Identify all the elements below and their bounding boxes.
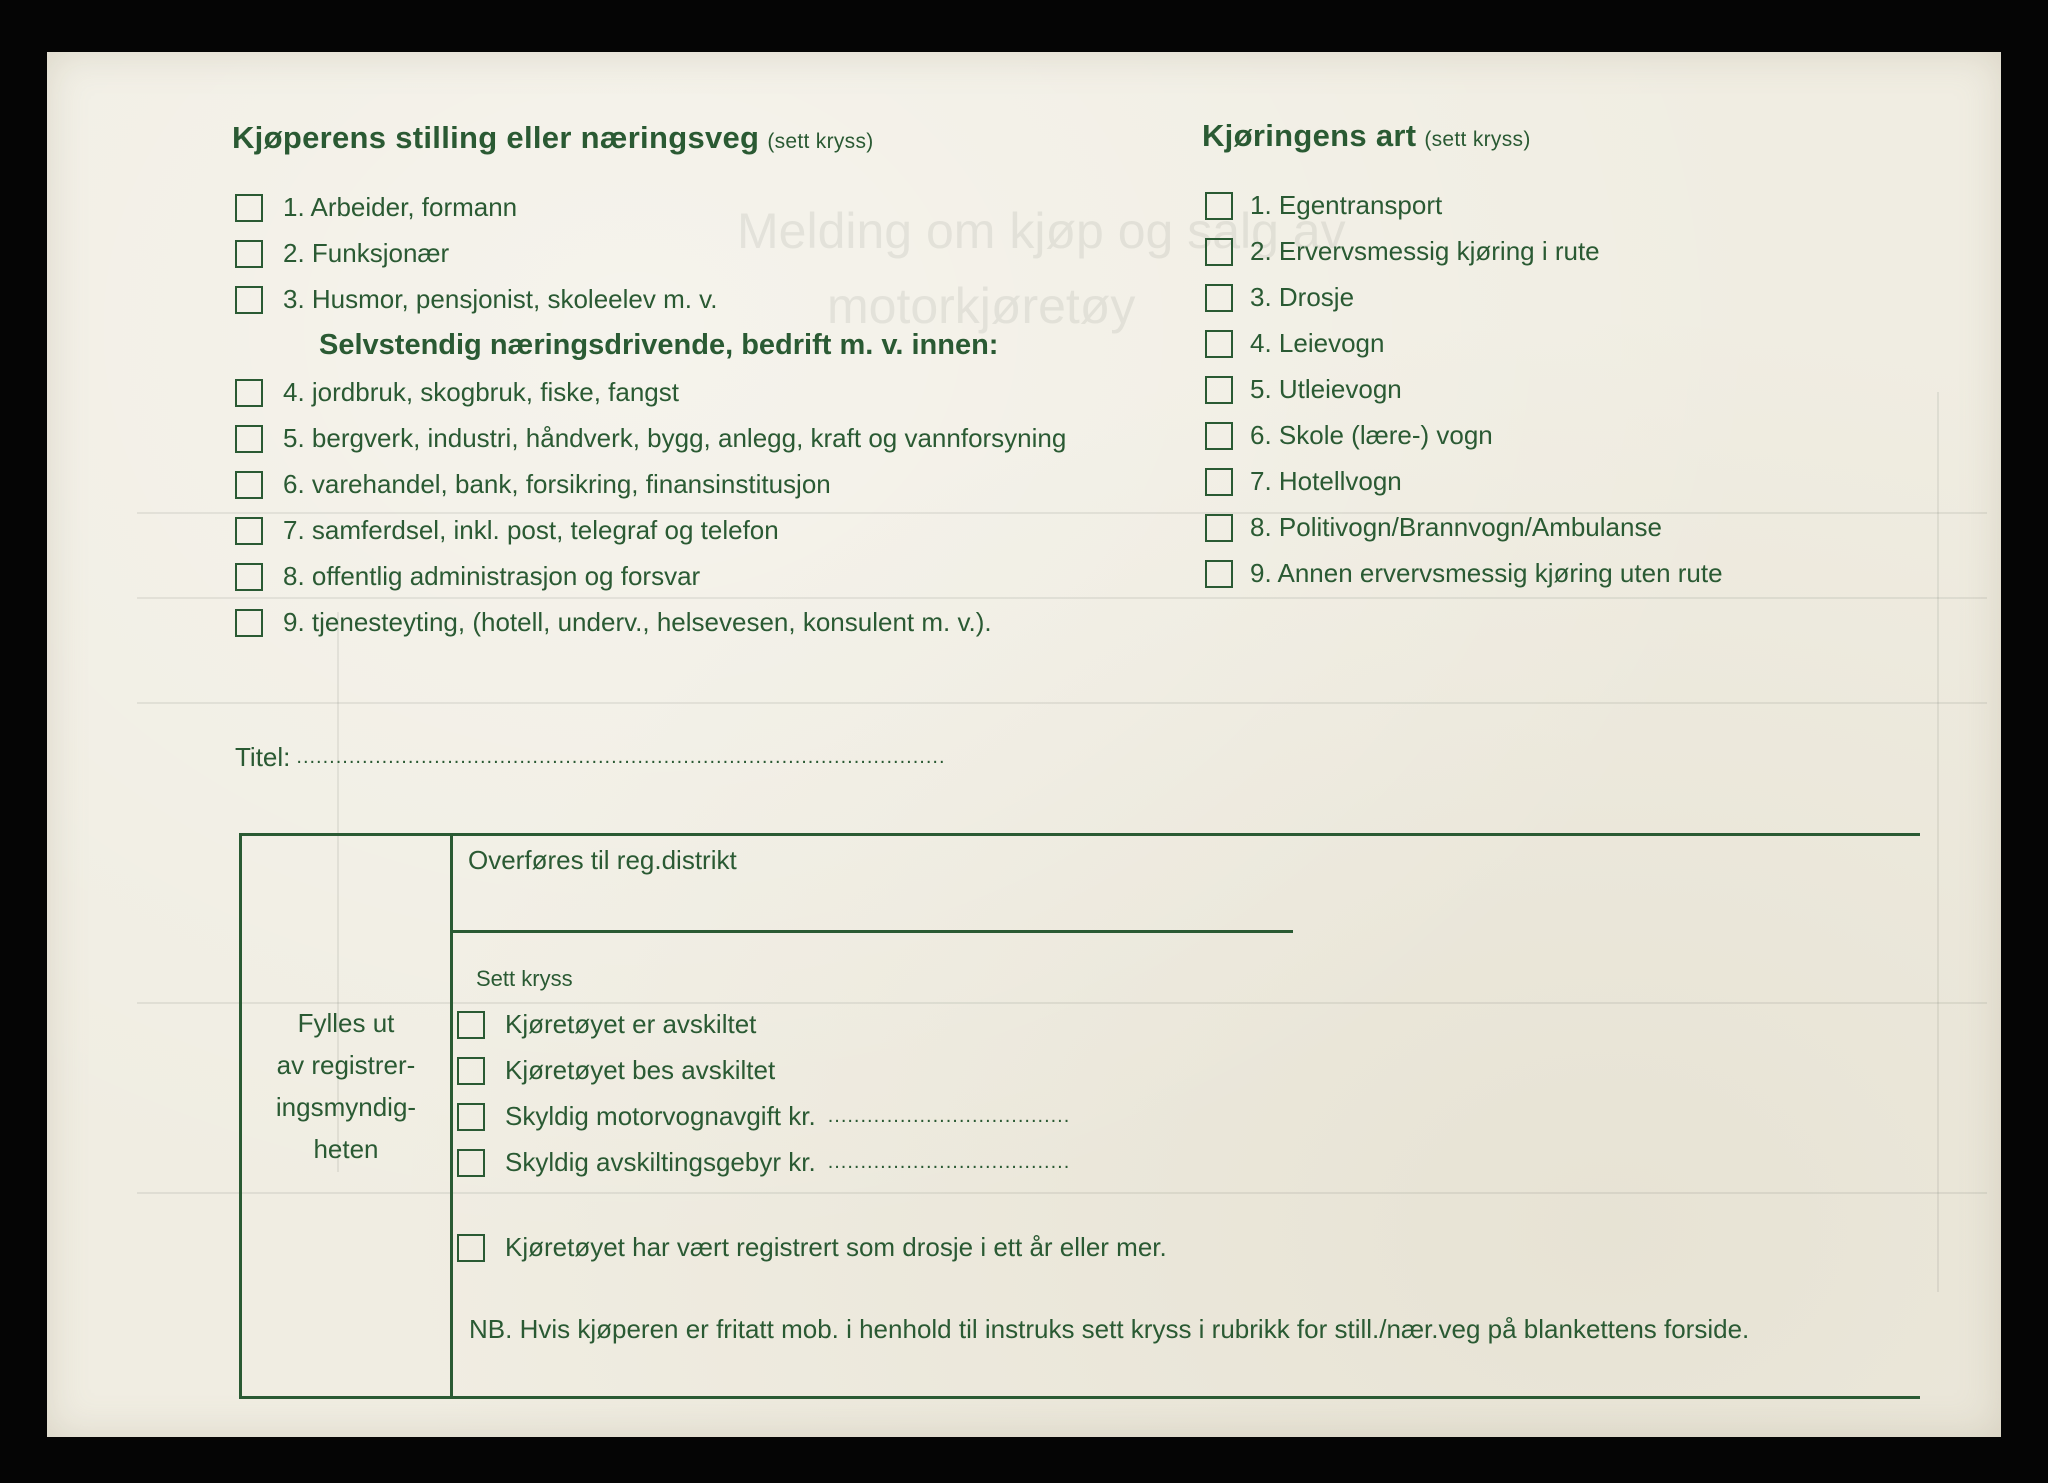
amount-dotted-line: ..................................... [827, 1105, 1071, 1127]
checkbox[interactable] [235, 517, 263, 545]
option-label: 6. Skole (lære-) vogn [1250, 420, 1493, 450]
checkbox[interactable] [457, 1149, 485, 1177]
checkbox[interactable] [235, 194, 263, 222]
request-deregister-check[interactable] [457, 1055, 775, 1086]
driving-option-9[interactable] [1205, 558, 1723, 589]
checkbox[interactable] [235, 286, 263, 314]
self-employed-subheading: Selvstendig næringsdrivende, bedrift m. v. innen: [319, 329, 999, 361]
check-label: Kjøretøyet bes avskiltet [505, 1055, 776, 1085]
checkbox[interactable] [1205, 284, 1233, 312]
occupation-option-9[interactable] [235, 607, 992, 638]
driving-type-heading [1202, 118, 1531, 154]
option-label: 5. Utleievogn [1250, 374, 1402, 404]
driving-type-hint: (sett kryss) [1424, 128, 1531, 151]
option-label: 5. bergverk, industri, håndverk, bygg, anlegg, kraft og vannforsyning [283, 423, 1067, 453]
box-bottom-border [239, 1396, 1920, 1399]
option-label: 7. samferdsel, inkl. post, telegraf og telefon [283, 515, 779, 545]
authority-label [242, 1002, 450, 1170]
option-label: 1. Egentransport [1250, 190, 1443, 220]
option-label: 4. Leievogn [1250, 328, 1385, 358]
checkbox[interactable] [457, 1234, 485, 1262]
form-sheet [47, 52, 2001, 1437]
deregistered-check[interactable] [457, 1009, 756, 1040]
occupation-option-7[interactable] [235, 515, 779, 546]
deregistration-fee-owed-check[interactable] [457, 1147, 1070, 1178]
checkbox[interactable] [1205, 560, 1233, 588]
driving-option-6[interactable] [1205, 420, 1493, 451]
checkbox[interactable] [1205, 376, 1233, 404]
title-field[interactable] [235, 742, 946, 773]
occupation-option-6[interactable] [235, 469, 831, 500]
occupation-option-5[interactable] [235, 423, 1066, 454]
buyer-occupation-heading [232, 120, 874, 156]
transfer-district-label: Overføres til reg.distrikt [468, 845, 737, 875]
option-label: 7. Hotellvogn [1250, 466, 1402, 496]
vehicle-tax-owed-check[interactable] [457, 1101, 1070, 1132]
option-label: 8. Politivogn/Brannvogn/Ambulanse [1250, 512, 1662, 542]
authority-label-line: av registrer- [276, 1050, 416, 1080]
ghost-rule [1937, 392, 1939, 1292]
authority-label-line: ingsmyndig- [275, 1092, 417, 1122]
check-label: Kjøretøyet er avskiltet [505, 1009, 757, 1039]
authority-label-line: Fylles ut [297, 1008, 395, 1038]
driving-option-8[interactable] [1205, 512, 1662, 543]
option-label: 3. Husmor, pensjonist, skoleelev m. v. [283, 284, 718, 314]
driving-option-2[interactable] [1205, 236, 1600, 267]
option-label: 4. jordbruk, skogbruk, fiske, fangst [283, 377, 679, 407]
occupation-option-2[interactable] [235, 238, 449, 269]
driving-type-title: Kjøringens art [1202, 118, 1417, 153]
option-label: 8. offentlig administrasjon og forsvar [283, 561, 701, 591]
buyer-occupation-title: Kjøperens stilling eller næringsveg [232, 120, 760, 155]
checkbox[interactable] [1205, 238, 1233, 266]
title-label: Titel: [235, 742, 291, 772]
sett-kryss-label: Sett kryss [476, 966, 573, 991]
checkbox[interactable] [457, 1103, 485, 1131]
option-label: 9. Annen ervervsmessig kjøring uten rute [1250, 558, 1723, 588]
driving-option-4[interactable] [1205, 328, 1384, 359]
nb-note: NB. Hvis kjøperen er fritatt mob. i henhold til instruks sett kryss i rubrikk for still./nær.veg på blankettens forside. [469, 1314, 1750, 1344]
check-label: Skyldig motorvognavgift kr. [505, 1101, 816, 1131]
driving-option-1[interactable] [1205, 190, 1442, 221]
option-label: 6. varehandel, bank, forsikring, finansinstitusjon [283, 469, 831, 499]
ghost-title-line1: Melding om kjøp og salg av [737, 203, 1346, 259]
ghost-rule [137, 702, 1987, 704]
ghost-rule [137, 597, 1987, 599]
driving-option-5[interactable] [1205, 374, 1402, 405]
option-label: 9. tjenesteyting, (hotell, underv., helsevesen, konsulent m. v.). [283, 607, 992, 637]
check-label: Kjøretøyet har vært registrert som drosje i ett år eller mer. [505, 1232, 1167, 1262]
ghost-rule [137, 1192, 1987, 1194]
checkbox[interactable] [1205, 468, 1233, 496]
taxi-registration-check[interactable] [457, 1232, 1167, 1263]
occupation-option-8[interactable] [235, 561, 700, 592]
buyer-occupation-hint: (sett kryss) [767, 130, 874, 153]
option-label: 1. Arbeider, formann [283, 192, 518, 222]
title-dotted-line: ................................................................................................... [296, 746, 946, 768]
occupation-option-3[interactable] [235, 284, 717, 315]
district-underline [452, 930, 1293, 933]
checkbox[interactable] [457, 1011, 485, 1039]
driving-option-7[interactable] [1205, 466, 1402, 497]
occupation-option-1[interactable] [235, 192, 517, 223]
checkbox[interactable] [1205, 514, 1233, 542]
amount-dotted-line: ..................................... [827, 1151, 1071, 1173]
checkbox[interactable] [235, 609, 263, 637]
checkbox[interactable] [1205, 192, 1233, 220]
check-label: Skyldig avskiltingsgebyr kr. [505, 1147, 816, 1177]
authority-label-line: heten [313, 1134, 379, 1164]
checkbox[interactable] [235, 471, 263, 499]
checkbox[interactable] [235, 425, 263, 453]
checkbox[interactable] [457, 1057, 485, 1085]
checkbox[interactable] [1205, 422, 1233, 450]
checkbox[interactable] [235, 240, 263, 268]
option-label: 3. Drosje [1250, 282, 1355, 312]
option-label: 2. Funksjonær [283, 238, 450, 268]
checkbox[interactable] [235, 379, 263, 407]
ghost-title-line2: motorkjøretøy [827, 278, 1136, 334]
checkbox[interactable] [1205, 330, 1233, 358]
ghost-rule [137, 512, 1987, 514]
checkbox[interactable] [235, 563, 263, 591]
driving-option-3[interactable] [1205, 282, 1354, 313]
option-label: 2. Ervervsmessig kjøring i rute [1250, 236, 1600, 266]
box-divider [450, 835, 453, 1397]
occupation-option-4[interactable] [235, 377, 679, 408]
box-top-border [239, 833, 1920, 836]
